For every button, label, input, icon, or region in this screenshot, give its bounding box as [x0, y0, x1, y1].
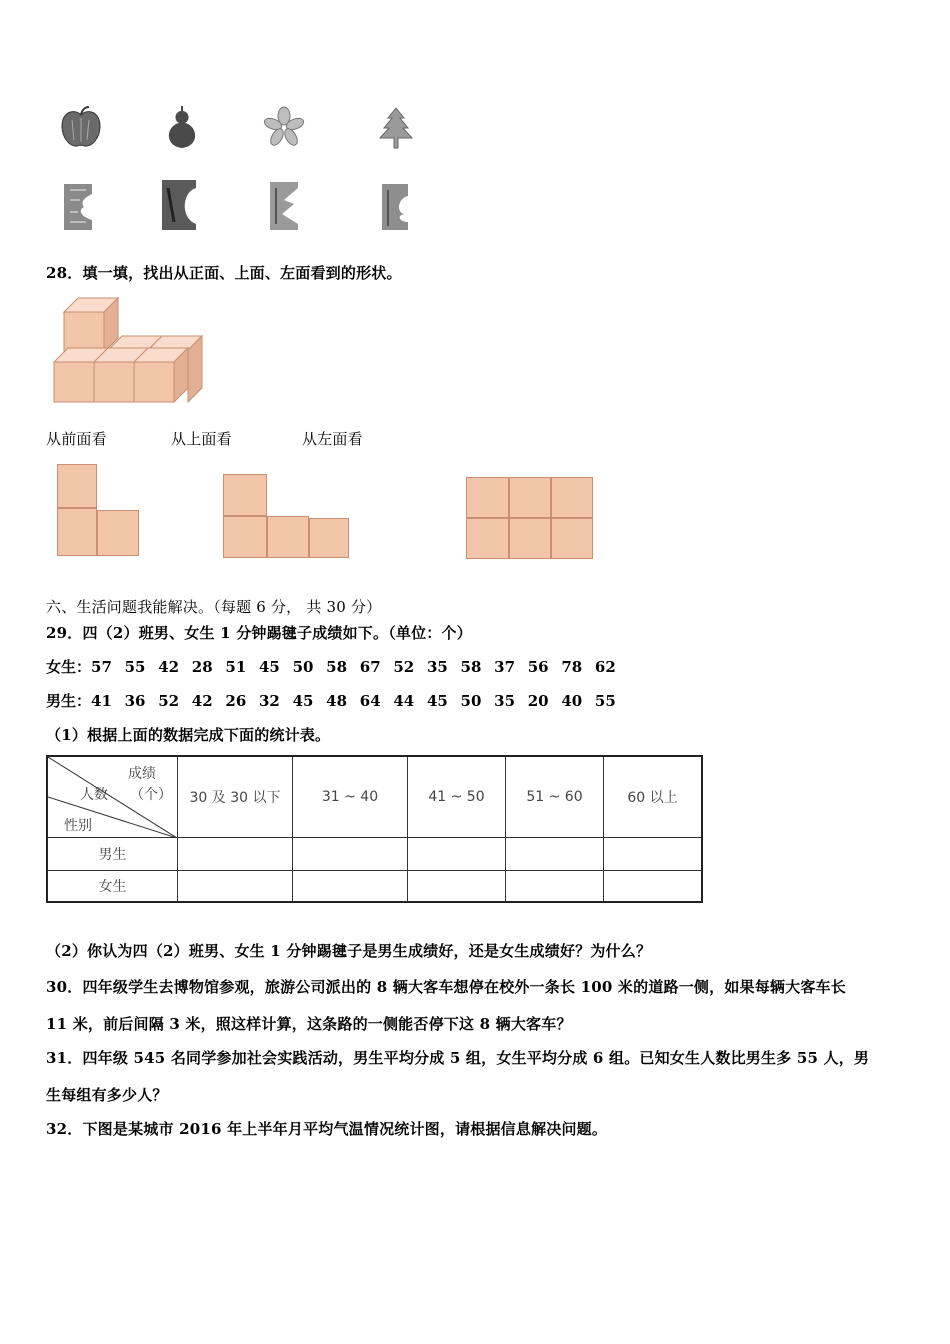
- tree-shape-icon: [376, 106, 416, 150]
- boys-score: 64: [359, 692, 381, 710]
- table-cell-input[interactable]: [506, 870, 604, 902]
- table-cell-input[interactable]: [506, 837, 604, 870]
- view-label-left: 从左面看: [302, 430, 363, 448]
- paper-cut-3-icon: [268, 180, 304, 232]
- boys-scores: [46, 690, 629, 711]
- table-cell-input[interactable]: [408, 837, 506, 870]
- girls-score: 56: [527, 658, 549, 676]
- girls-score: 57: [91, 658, 112, 676]
- question-32: 32．下图是某城市 2016 年上半年月平均气温情况统计图，请根据信息解决问题。: [46, 1120, 608, 1138]
- gourd-shape-icon: [160, 104, 204, 150]
- question-30-line-2: 11 米，前后间隔 3 米，照这样计算，这条路的一侧能否停下这 8 辆大客车？: [46, 1015, 572, 1033]
- section-6-heading: 六、生活问题我能解决。（每题 6 分， 共 30 分）: [46, 598, 382, 616]
- question-29-part-2: （2）你认为四（2）班男、女生 1 分钟踢毽子是男生成绩好，还是女生成绩好？为什么？: [46, 942, 652, 960]
- girls-score: 45: [258, 658, 280, 676]
- girls-score: 58: [460, 658, 482, 676]
- girls-score: 58: [326, 658, 348, 676]
- corner-score-label: 成绩: [128, 766, 156, 782]
- boys-score: 40: [561, 692, 583, 710]
- boys-score: 45: [292, 692, 314, 710]
- table-cell-input[interactable]: [604, 837, 703, 870]
- view-label-front: 从前面看: [46, 430, 107, 448]
- question-28: 28．填一填，找出从正面、上面、左面看到的形状。: [46, 264, 402, 282]
- girls-scores: [46, 656, 629, 677]
- boys-score: 50: [460, 692, 482, 710]
- left-view-shape: [466, 477, 594, 561]
- boys-score: 36: [124, 692, 146, 710]
- top-view-shape: [223, 474, 351, 560]
- stats-table: [46, 755, 703, 903]
- column-header: 30 及 30 以下: [178, 756, 293, 837]
- girls-score: 42: [158, 658, 180, 676]
- corner-count-label: 人数: [80, 787, 108, 803]
- girls-score: 28: [191, 658, 213, 676]
- row-header-girls: 女生: [47, 870, 178, 902]
- table-cell-input[interactable]: [178, 870, 293, 902]
- boys-score: 41: [91, 692, 112, 710]
- boys-label: 男生：: [46, 692, 92, 710]
- row-header-boys: 男生: [47, 837, 178, 870]
- question-29-part-1: （1）根据上面的数据完成下面的统计表。: [46, 726, 331, 744]
- corner-gender-label: 性别: [64, 818, 92, 834]
- boys-score: 20: [527, 692, 549, 710]
- column-header: 31 ~ 40: [293, 756, 408, 837]
- boys-score: 48: [326, 692, 348, 710]
- girls-label: 女生：: [46, 658, 92, 676]
- front-view-shape: [57, 464, 141, 556]
- boys-score: 55: [594, 692, 616, 710]
- question-30-line-1: 30．四年级学生去博物馆参观，旅游公司派出的 8 辆大客车想停在校外一条长 100 米的道路一侧，如果每辆大客车长: [46, 978, 846, 996]
- question-31-line-2: 生每组有多少人？: [46, 1086, 168, 1104]
- table-cell-input[interactable]: [293, 870, 408, 902]
- girls-score: 55: [124, 658, 146, 676]
- paper-cut-2-icon: [160, 178, 206, 232]
- girls-score: 50: [292, 658, 314, 676]
- boys-score: 45: [426, 692, 448, 710]
- girls-score: 51: [225, 658, 247, 676]
- table-corner-cell: [47, 756, 178, 837]
- boys-score: 42: [191, 692, 213, 710]
- table-cell-input[interactable]: [293, 837, 408, 870]
- apple-shape-icon: [58, 106, 104, 150]
- column-header: 41 ~ 50: [408, 756, 506, 837]
- girls-score: 67: [359, 658, 381, 676]
- question-29: 29．四（2）班男、女生 1 分钟踢毽子成绩如下。（单位：个）: [46, 624, 472, 642]
- boys-score: 26: [225, 692, 247, 710]
- girls-score: 52: [393, 658, 415, 676]
- table-cell-input[interactable]: [604, 870, 703, 902]
- view-label-top: 从上面看: [171, 430, 232, 448]
- cube-stack-figure: [50, 296, 206, 406]
- paper-cut-1-icon: [62, 182, 98, 232]
- girls-score: 78: [561, 658, 583, 676]
- boys-score: 35: [494, 692, 516, 710]
- boys-score: 44: [393, 692, 415, 710]
- corner-unit-label: （个）: [130, 787, 172, 803]
- boys-score: 32: [258, 692, 280, 710]
- flower-shape-icon: [262, 106, 306, 148]
- girls-score: 62: [594, 658, 616, 676]
- paper-cut-4-icon: [380, 182, 412, 232]
- table-cell-input[interactable]: [408, 870, 506, 902]
- column-header: 51 ~ 60: [506, 756, 604, 837]
- boys-score: 52: [158, 692, 180, 710]
- girls-score: 35: [426, 658, 448, 676]
- girls-score: 37: [494, 658, 516, 676]
- column-header: 60 以上: [604, 756, 703, 837]
- question-31-line-1: 31．四年级 545 名同学参加社会实践活动，男生平均分成 5 组，女生平均分成 6 组。已知女生人数比男生多 55 人，男: [46, 1049, 870, 1067]
- table-cell-input[interactable]: [178, 837, 293, 870]
